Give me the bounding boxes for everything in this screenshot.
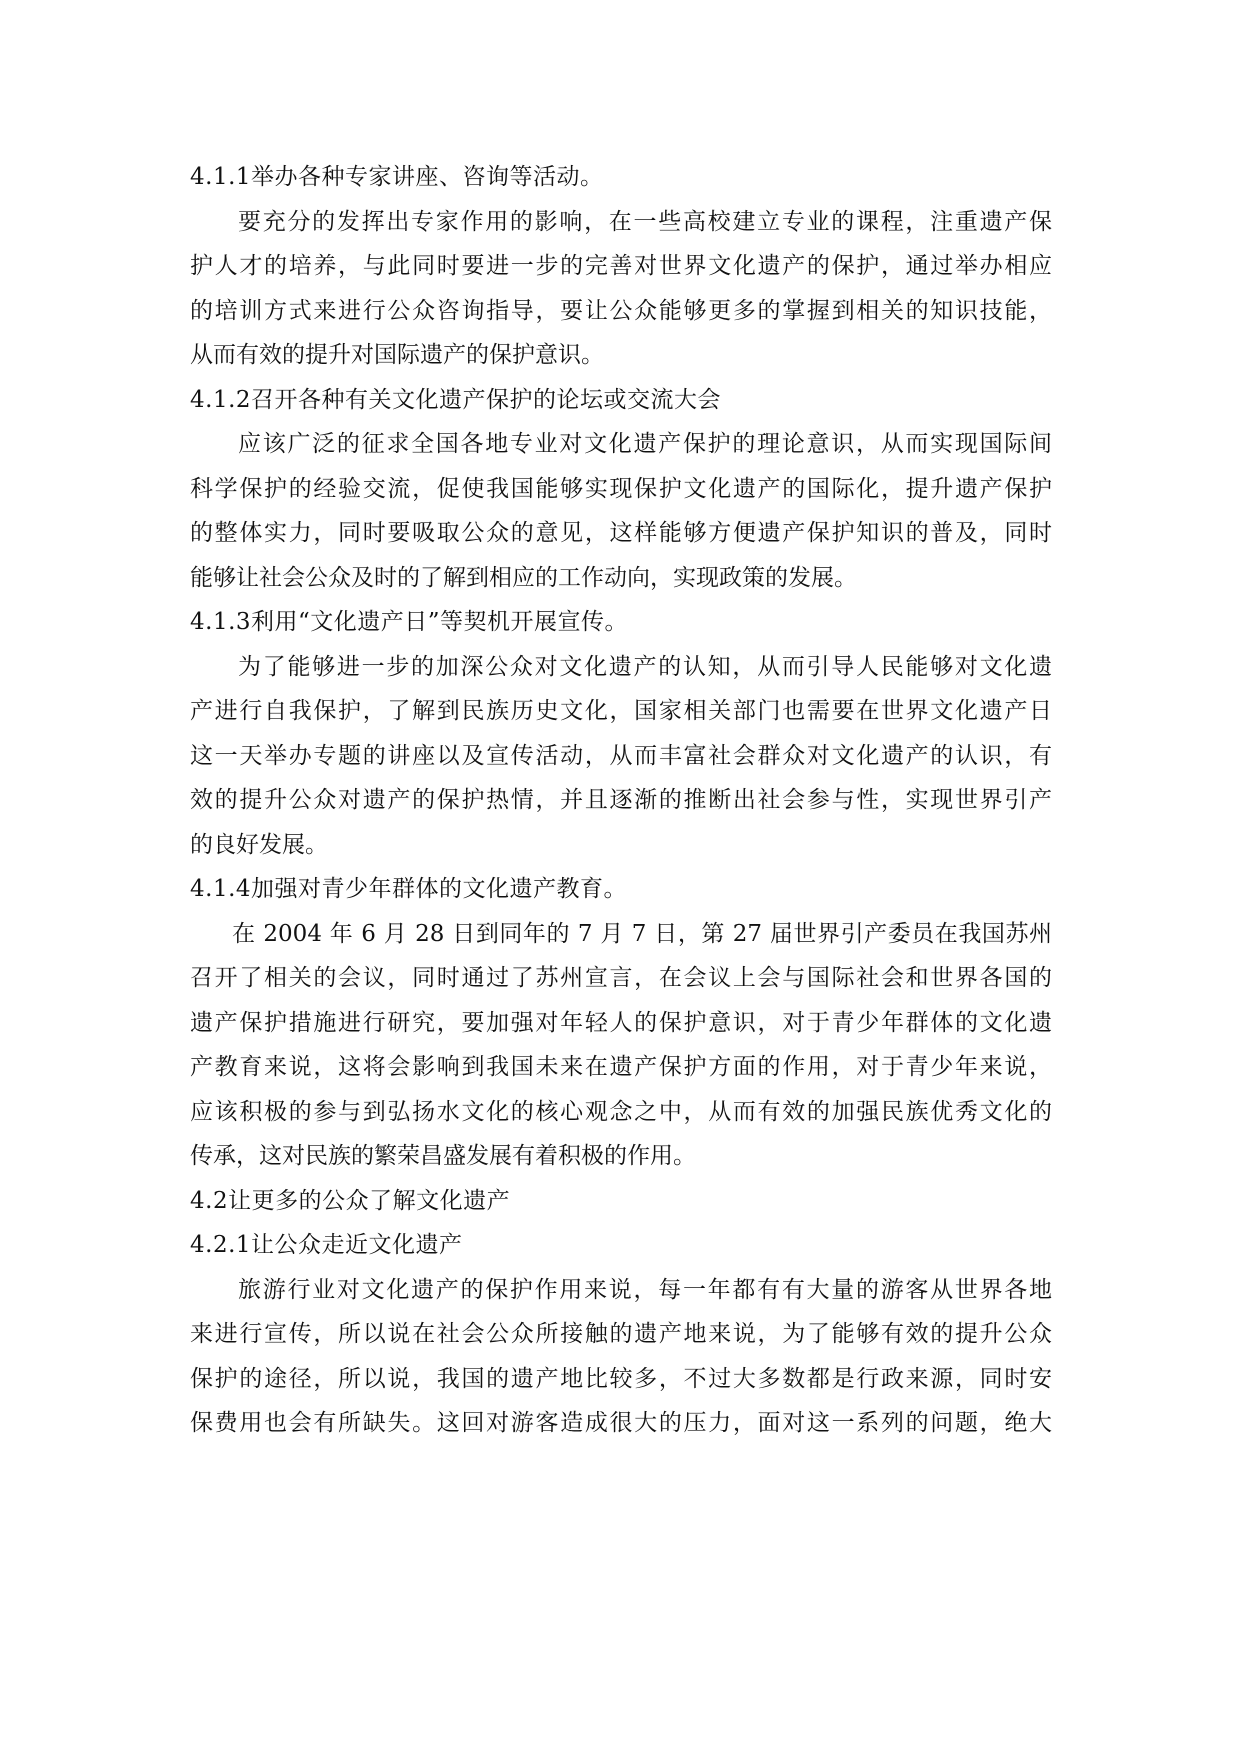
paragraph-line: 能够让社会公众及时的了解到相应的工作动向，实现政策的发展。: [190, 564, 857, 591]
paragraph-line: 从而有效的提升对国际遗产的保护意识。: [190, 342, 604, 368]
paragraph-line: 为了能够进一步的加深公众对文化遗产的认知，从而引导人民能够对文化遗: [238, 653, 1052, 680]
paragraph-line: 护人才的培养，与此同时要进一步的完善对世界文化遗产的保护，通过举办相应: [190, 253, 1052, 279]
section-heading-4-2-1: 4.2.1让公众走近文化遗产: [190, 1232, 463, 1258]
paragraph-line: 保护的途径，所以说，我国的遗产地比较多，不过大多数都是行政来源，同时安: [190, 1365, 1052, 1392]
paragraph-line: 要充分的发挥出专家作用的影响，在一些高校建立专业的课程，注重遗产保: [238, 208, 1052, 235]
paragraph-line: 的培训方式来进行公众咨询指导，要让公众能够更多的掌握到相关的知识技能，: [190, 297, 1052, 324]
paragraph-line: 产教育来说，这将会影响到我国未来在遗产保护方面的作用，对于青少年来说，: [190, 1054, 1052, 1080]
paragraph-line: 保费用也会有所缺失。这回对游客造成很大的压力，面对这一系列的问题，绝大: [190, 1410, 1052, 1436]
section-heading-4-1-3: 4.1.3利用“文化遗产日”等契机开展宣传。: [190, 609, 629, 635]
section-heading-4-1-1: 4.1.1举办各种专家讲座、咨询等活动。: [190, 164, 604, 190]
paragraph-line: 应该积极的参与到弘扬水文化的核心观念之中，从而有效的加强民族优秀文化的: [190, 1098, 1052, 1125]
paragraph-line: 产进行自我保护，了解到民族历史文化，国家相关部门也需要在世界文化遗产日: [190, 698, 1052, 724]
paragraph-line: 的良好发展。: [190, 831, 328, 858]
section-heading-4-2: 4.2让更多的公众了解文化遗产: [190, 1187, 511, 1214]
paragraph-line: 来进行宣传，所以说在社会公众所接触的遗产地来说，为了能够有效的提升公众: [190, 1321, 1052, 1347]
paragraph-line: 在 2004 年 6 月 28 日到同年的 7 月 7 日，第 27 届世界引产委员在我国苏州: [232, 920, 1052, 947]
section-heading-4-1-4: 4.1.4加强对青少年群体的文化遗产教育。: [190, 876, 628, 902]
document-body: [190, 155, 1052, 1446]
paragraph-line: 的整体实力，同时要吸取公众的意见，这样能够方便遗产保护知识的普及，同时: [190, 520, 1052, 546]
paragraph-line: 科学保护的经验交流，促使我国能够实现保护文化遗产的国际化，提升遗产保护: [190, 475, 1052, 502]
paragraph-line: 应该广泛的征求全国各地专业对文化遗产保护的理论意识，从而实现国际间: [238, 431, 1052, 457]
paragraph-line: 效的提升公众对遗产的保护热情，并且逐渐的推断出社会参与性，实现世界引产: [190, 787, 1052, 813]
paragraph-line: 这一天举办专题的讲座以及宣传活动，从而丰富社会群众对文化遗产的认识，有: [190, 742, 1052, 769]
paragraph-line: 传承，这对民族的繁荣昌盛发展有着积极的作用。: [190, 1143, 696, 1169]
paragraph-line: 旅游行业对文化遗产的保护作用来说，每一年都有有大量的游客从世界各地: [238, 1276, 1052, 1303]
paragraph-line: 召开了相关的会议，同时通过了苏州宣言，在会议上会与国际社会和世界各国的: [190, 965, 1052, 991]
section-heading-4-1-2: 4.1.2召开各种有关文化遗产保护的论坛或交流大会: [190, 386, 722, 413]
paragraph-line: 遗产保护措施进行研究，要加强对年轻人的保护意识，对于青少年群体的文化遗: [190, 1009, 1052, 1036]
